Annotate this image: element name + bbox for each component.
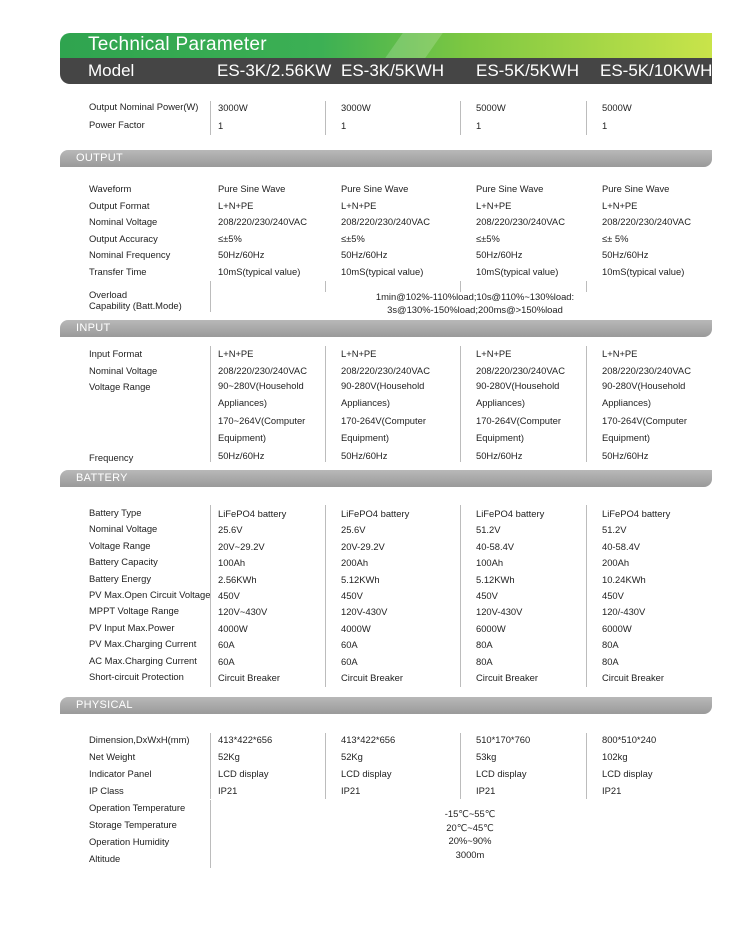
cell-value: Pure Sine Wave bbox=[218, 183, 286, 194]
row-label: PV Max.Charging Current bbox=[89, 638, 197, 650]
cell-value: IP21 bbox=[476, 785, 496, 796]
row-label: Operation Temperature bbox=[89, 802, 186, 813]
cell-value: 3000W bbox=[218, 102, 248, 113]
cell-value: 413*422*656 bbox=[341, 734, 396, 745]
row-label: Net Weight bbox=[89, 751, 136, 762]
cell-value: 51.2V bbox=[602, 524, 627, 536]
model-name: ES-3K/2.56KW bbox=[217, 61, 332, 80]
section-title: OUTPUT bbox=[76, 152, 124, 164]
cell-value: LiFePO4 battery bbox=[602, 508, 671, 519]
cell-value: LCD display bbox=[218, 768, 269, 779]
merged-value: 20℃~45℃ bbox=[446, 821, 494, 833]
cell-value: 1 bbox=[218, 120, 224, 131]
column-divider bbox=[325, 733, 326, 799]
cell-value: Circuit Breaker bbox=[476, 672, 538, 683]
model-header bbox=[60, 58, 712, 84]
cell-value: 40-58.4V bbox=[602, 540, 641, 552]
cell-value: 170-264V(Computer bbox=[602, 414, 687, 426]
row-label: Indicator Panel bbox=[89, 768, 152, 779]
page-title: Technical Parameter bbox=[88, 34, 267, 55]
cell-value: 50Hz/60Hz bbox=[476, 249, 523, 261]
column-divider bbox=[586, 733, 587, 799]
row-label: Battery Energy bbox=[89, 572, 152, 584]
cell-value: ≤±5% bbox=[218, 232, 242, 244]
cell-value: LiFePO4 battery bbox=[218, 508, 287, 519]
row-label: Overload bbox=[89, 289, 128, 300]
row-label: Operation Humidity bbox=[89, 836, 170, 847]
cell-value: LCD display bbox=[476, 768, 527, 779]
cell-value: 5000W bbox=[476, 102, 506, 113]
cell-value: 510*170*760 bbox=[476, 734, 531, 745]
cell-value: 80A bbox=[602, 655, 619, 667]
cell-value: 60A bbox=[218, 639, 235, 651]
cell-value: IP21 bbox=[218, 785, 238, 796]
cell-value: 90-280V(Household bbox=[602, 380, 686, 391]
row-label: Battery Capacity bbox=[89, 556, 158, 568]
cell-value: 52Kg bbox=[218, 751, 240, 762]
cell-value: L+N+PE bbox=[476, 348, 512, 359]
column-divider bbox=[460, 733, 461, 799]
cell-value: 50Hz/60Hz bbox=[341, 450, 388, 461]
column-divider bbox=[210, 101, 211, 135]
row-label: Output Format bbox=[89, 199, 150, 211]
cell-value: IP21 bbox=[341, 785, 361, 796]
cell-value: 60A bbox=[341, 639, 358, 651]
row-label: Altitude bbox=[89, 853, 121, 864]
row-label: Storage Temperature bbox=[89, 819, 177, 830]
cell-value: 10mS(typical value) bbox=[218, 266, 301, 277]
cell-value: 208/220/230/240VAC bbox=[218, 365, 307, 376]
cell-value: Appliances) bbox=[218, 397, 267, 409]
cell-value: 10mS(typical value) bbox=[602, 266, 685, 277]
cell-value: 120V-430V bbox=[476, 606, 523, 618]
merged-value: 20%~90% bbox=[448, 835, 492, 847]
cell-value: 20V-29.2V bbox=[341, 540, 385, 552]
cell-value: 208/220/230/240VAC bbox=[602, 216, 691, 228]
cell-value: L+N+PE bbox=[476, 199, 512, 211]
column-divider bbox=[586, 101, 587, 135]
cell-value: 10.24KWh bbox=[602, 573, 646, 585]
cell-value: 200Ah bbox=[602, 557, 630, 569]
cell-value: 100Ah bbox=[218, 557, 246, 569]
cell-value: 5000W bbox=[602, 102, 632, 113]
cell-value: Circuit Breaker bbox=[341, 672, 403, 683]
cell-value: L+N+PE bbox=[218, 199, 254, 211]
cell-value: LCD display bbox=[341, 768, 392, 779]
merged-value: -15℃~55℃ bbox=[444, 808, 496, 819]
column-divider bbox=[460, 101, 461, 135]
cell-value: 90-280V(Household bbox=[341, 380, 425, 391]
row-label: Nominal Voltage bbox=[89, 365, 158, 376]
row-label: Power Factor bbox=[89, 119, 145, 130]
cell-value: 450V bbox=[476, 590, 498, 601]
cell-value: L+N+PE bbox=[602, 199, 638, 211]
column-divider bbox=[460, 346, 461, 462]
column-divider bbox=[325, 505, 326, 687]
column-divider bbox=[210, 346, 211, 462]
cell-value: 90~280V(Household bbox=[218, 380, 304, 391]
cell-value: L+N+PE bbox=[341, 348, 377, 359]
cell-value: 1 bbox=[602, 120, 608, 131]
section-title: INPUT bbox=[76, 322, 111, 334]
row-label: Nominal Voltage bbox=[89, 523, 158, 535]
cell-value: 5.12KWh bbox=[341, 573, 380, 585]
cell-value: 60A bbox=[218, 655, 235, 667]
banner-accent bbox=[385, 33, 443, 58]
cell-value: 120V~430V bbox=[218, 606, 268, 618]
row-label: Dimension,DxWxH(mm) bbox=[89, 734, 190, 745]
cell-value: 5.12KWh bbox=[476, 573, 515, 585]
cell-value: Equipment) bbox=[341, 431, 389, 443]
cell-value: 40-58.4V bbox=[476, 540, 515, 552]
row-label: PV Max.Open Circuit Voltage bbox=[89, 589, 211, 600]
row-label: Voltage Range bbox=[89, 539, 151, 551]
cell-value: ≤±5% bbox=[476, 232, 500, 244]
cell-value: 120/-430V bbox=[602, 606, 646, 618]
cell-value: Equipment) bbox=[476, 431, 524, 443]
cell-value: 1 bbox=[476, 120, 482, 131]
cell-value: 100Ah bbox=[476, 557, 504, 569]
row-label: Nominal Voltage bbox=[89, 216, 158, 228]
cell-value: 102kg bbox=[602, 751, 628, 762]
column-divider bbox=[210, 288, 211, 312]
cell-value: Pure Sine Wave bbox=[476, 183, 544, 194]
cell-value: Equipment) bbox=[602, 431, 650, 443]
model-name: ES-5K/5KWH bbox=[476, 61, 579, 80]
column-divider bbox=[586, 505, 587, 687]
cell-value: 20V~29.2V bbox=[218, 540, 265, 552]
cell-value: 25.6V bbox=[341, 524, 366, 536]
cell-value: LiFePO4 battery bbox=[476, 508, 545, 519]
cell-value: 450V bbox=[602, 590, 624, 601]
cell-value: 50Hz/60Hz bbox=[218, 450, 265, 461]
section-output bbox=[60, 150, 712, 167]
cell-value: 10mS(typical value) bbox=[476, 266, 559, 277]
cell-value: 80A bbox=[476, 639, 493, 651]
cell-value: 208/220/230/240VAC bbox=[476, 216, 565, 228]
column-divider bbox=[325, 346, 326, 462]
row-label: MPPT Voltage Range bbox=[89, 605, 179, 617]
cell-value: 6000W bbox=[602, 622, 632, 634]
cell-value: LiFePO4 battery bbox=[341, 508, 410, 519]
merged-value: 1min@102%-110%load;10s@110%~130%load: bbox=[375, 291, 575, 302]
cell-value: L+N+PE bbox=[602, 348, 638, 359]
row-label: Input Format bbox=[89, 348, 143, 359]
cell-value: 170-264V(Computer bbox=[476, 414, 561, 426]
cell-value: Pure Sine Wave bbox=[602, 183, 670, 194]
cell-value: ≤± 5% bbox=[602, 232, 629, 244]
cell-value: 50Hz/60Hz bbox=[218, 249, 265, 261]
cell-value: 2.56KWh bbox=[218, 573, 257, 585]
cell-value: LCD display bbox=[602, 768, 653, 779]
cell-value: 170-264V(Computer bbox=[341, 414, 426, 426]
section-title: PHYSICAL bbox=[76, 699, 133, 711]
cell-value: 90-280V(Household bbox=[476, 380, 560, 391]
row-label: Voltage Range bbox=[89, 381, 151, 392]
row-label: Output Nominal Power(W) bbox=[89, 101, 199, 112]
merged-value: 3000m bbox=[455, 848, 485, 860]
cell-value: 51.2V bbox=[476, 524, 501, 536]
cell-value: 50Hz/60Hz bbox=[602, 249, 649, 261]
column-divider bbox=[460, 505, 461, 687]
cell-value: Appliances) bbox=[341, 397, 390, 409]
column-divider bbox=[325, 101, 326, 135]
cell-value: 208/220/230/240VAC bbox=[218, 216, 307, 228]
section-battery bbox=[60, 470, 712, 487]
cell-value: 208/220/230/240VAC bbox=[602, 365, 691, 376]
cell-value: 6000W bbox=[476, 622, 506, 634]
model-label: Model bbox=[88, 61, 135, 80]
row-label: Capability (Batt.Mode) bbox=[89, 300, 182, 311]
row-label: AC Max.Charging Current bbox=[89, 654, 197, 666]
cell-value: 208/220/230/240VAC bbox=[341, 365, 430, 376]
cell-value: 1 bbox=[341, 120, 347, 131]
cell-value: Appliances) bbox=[476, 397, 525, 409]
column-divider bbox=[210, 733, 211, 799]
cell-value: 60A bbox=[341, 655, 358, 667]
cell-value: 80A bbox=[476, 655, 493, 667]
cell-value: 53kg bbox=[476, 751, 497, 762]
cell-value: ≤±5% bbox=[341, 232, 365, 244]
row-label: Nominal Frequency bbox=[89, 249, 171, 261]
row-label: Output Accuracy bbox=[89, 232, 158, 244]
row-label: PV Input Max.Power bbox=[89, 621, 175, 633]
row-label: Waveform bbox=[89, 183, 132, 194]
cell-value: 120V-430V bbox=[341, 606, 388, 618]
cell-value: 10mS(typical value) bbox=[341, 266, 424, 277]
cell-value: 4000W bbox=[341, 622, 371, 634]
cell-value: 413*422*656 bbox=[218, 734, 273, 745]
cell-value: Appliances) bbox=[602, 397, 651, 409]
row-label: Transfer Time bbox=[89, 266, 147, 277]
section-physical bbox=[60, 697, 712, 714]
cell-value: 80A bbox=[602, 639, 619, 651]
cell-value: 50Hz/60Hz bbox=[341, 249, 388, 261]
model-name: ES-5K/10KWH bbox=[600, 61, 713, 80]
cell-value: 3000W bbox=[341, 102, 371, 113]
section-input bbox=[60, 320, 712, 337]
cell-value: 800*510*240 bbox=[602, 734, 657, 745]
row-label: Battery Type bbox=[89, 507, 142, 518]
row-label: IP Class bbox=[89, 785, 124, 796]
row-label: Frequency bbox=[89, 452, 134, 463]
model-name: ES-3K/5KWH bbox=[341, 61, 444, 80]
cell-value: 170~264V(Computer bbox=[218, 414, 306, 426]
column-divider bbox=[586, 346, 587, 462]
cell-value: Pure Sine Wave bbox=[341, 183, 409, 194]
cell-value: 200Ah bbox=[341, 557, 369, 569]
row-label: Short-circuit Protection bbox=[89, 671, 184, 682]
cell-value: L+N+PE bbox=[218, 348, 254, 359]
cell-value: 4000W bbox=[218, 622, 248, 634]
cell-value: 450V bbox=[341, 590, 363, 601]
cell-value: Circuit Breaker bbox=[602, 672, 664, 683]
section-title: BATTERY bbox=[76, 472, 128, 484]
merged-value: 3s@130%-150%load;200ms@>150%load bbox=[387, 304, 563, 315]
cell-value: IP21 bbox=[602, 785, 622, 796]
cell-value: L+N+PE bbox=[341, 199, 377, 211]
cell-value: 50Hz/60Hz bbox=[476, 450, 523, 461]
title-banner bbox=[60, 33, 712, 58]
column-divider bbox=[210, 800, 211, 868]
cell-value: 25.6V bbox=[218, 524, 243, 536]
cell-value: Circuit Breaker bbox=[218, 672, 280, 683]
cell-value: 450V bbox=[218, 590, 240, 601]
cell-value: 52Kg bbox=[341, 751, 363, 762]
cell-value: 208/220/230/240VAC bbox=[341, 216, 430, 228]
cell-value: 50Hz/60Hz bbox=[602, 450, 649, 461]
cell-value: 208/220/230/240VAC bbox=[476, 365, 565, 376]
column-divider bbox=[210, 505, 211, 687]
cell-value: Equipment) bbox=[218, 431, 266, 443]
